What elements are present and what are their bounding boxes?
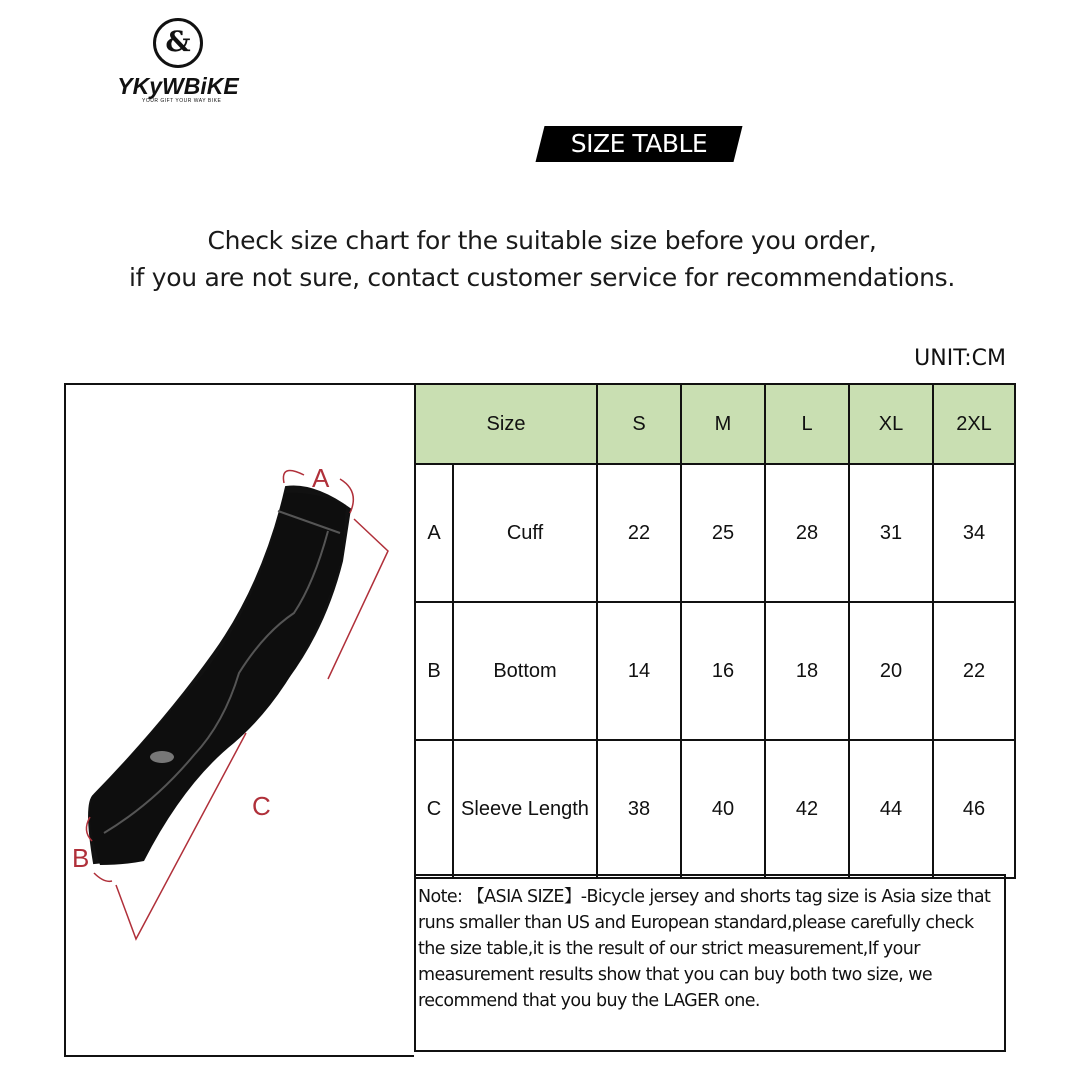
cell: 25 (681, 464, 765, 602)
cell: 22 (933, 602, 1015, 740)
cell: 22 (597, 464, 681, 602)
size-table-title: SIZE TABLE (570, 129, 708, 158)
cell: 20 (849, 602, 933, 740)
size-col-xl: XL (849, 384, 933, 464)
cell: 34 (933, 464, 1015, 602)
row-label: Bottom (453, 602, 597, 740)
row-letter: A (415, 464, 453, 602)
cell: 40 (681, 740, 765, 878)
brand-tagline: YOUR GIFT YOUR WAY BIKE (142, 98, 222, 104)
size-table (414, 383, 1016, 879)
cell: 46 (933, 740, 1015, 878)
size-col-m: M (681, 384, 765, 464)
arm-sleeve-diagram (64, 383, 414, 1055)
brand-name: YKyWBiKE (117, 73, 239, 99)
asia-size-note: Note: 【ASIA SIZE】-Bicycle jersey and shorts tag size is Asia size that runs smaller than US and European standard,please carefully check the size table,it is the result of our strict measurement,If your measurement results show that you can buy both two size, we recommend that you buy the LAGER one. (414, 874, 1006, 1052)
cell: 28 (765, 464, 849, 602)
row-letter: C (415, 740, 453, 878)
bike-logo-icon (153, 18, 203, 68)
instructions (0, 222, 1084, 296)
size-col-l: L (765, 384, 849, 464)
label-a: A (312, 463, 330, 493)
size-col-s: S (597, 384, 681, 464)
unit-label: UNIT:CM (914, 346, 1006, 371)
row-label: Cuff (453, 464, 597, 602)
cell: 44 (849, 740, 933, 878)
instructions-line-1: Check size chart for the suitable size before you order, (207, 226, 877, 255)
cell: 16 (681, 602, 765, 740)
table-row-cuff (415, 464, 1015, 602)
logo-glyph: & (165, 25, 191, 58)
cell: 42 (765, 740, 849, 878)
table-row-bottom (415, 602, 1015, 740)
size-header-row (415, 384, 1015, 464)
row-letter: B (415, 602, 453, 740)
cell: 31 (849, 464, 933, 602)
table-row-sleeve-length (415, 740, 1015, 878)
instructions-line-2: if you are not sure, contact customer service for recommendations. (128, 263, 956, 292)
size-header-label: Size (415, 384, 597, 464)
cell: 14 (597, 602, 681, 740)
cell: 38 (597, 740, 681, 878)
size-col-2xl: 2XL (933, 384, 1015, 464)
cell: 18 (765, 602, 849, 740)
label-c: C (252, 791, 271, 821)
label-b: B (72, 843, 90, 873)
row-label: Sleeve Length (453, 740, 597, 878)
brand-logo (98, 18, 258, 110)
